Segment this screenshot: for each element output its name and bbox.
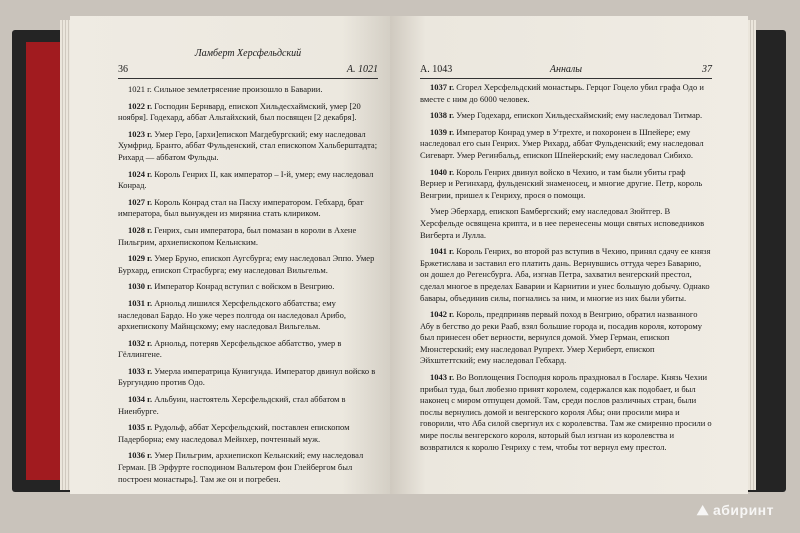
entry-year: 1029 г. xyxy=(128,253,153,264)
entry-year: 1028 г. xyxy=(128,224,153,235)
right-header-title: Анналы xyxy=(549,64,583,75)
annal-entry xyxy=(118,450,378,485)
right-header-year: A. 1043 xyxy=(420,64,453,75)
right-page-edges xyxy=(748,20,756,490)
entry-text: Умер Годехард, епископ Хильдесхаймский; ему наследовал Титмар. xyxy=(456,110,703,121)
annal-entry xyxy=(118,298,378,333)
entry-text: Альбуин, настоятель Херсфельдский, стал аббатом в Ниенбурге. xyxy=(118,394,346,416)
right-running-header xyxy=(420,64,712,78)
annal-entry xyxy=(118,338,378,361)
entry-text: Император Конрад умер в Утрехте, и похоронен в Шпейере; ему наследовал его сын Генрих. Умер Рихард, аббат Фульденский; ему наследовал Сигеварт. Умер Регинбальд, епископ Шпейерский; ему наследовал Сибихо. xyxy=(420,126,704,160)
entry-year: 1034 г. xyxy=(128,394,153,405)
annal-entry xyxy=(420,246,712,304)
entry-text: Король, предприняв первый поход в Венгрию, обратил названного Абу в бегство до реки Рааб, взял большие города и, посадив короля, которому был принесен обет верности, вернулся домой. Умер Герман, епископ Мюнстерский; ему наследовал Рупрехт. Умер Хериберт, епископ Эйхштеттский; ему наследовал Гебхард. xyxy=(420,309,702,366)
left-header-title: Ламберт Херсфельдский xyxy=(194,48,302,59)
entry-text: Арнольд лишился Херсфельдского аббатства; ему наследовал Бардо. Но уже через полгода он наследовал Арибо, архиепископу Майнцскому; ему наследовал Вильгельм. xyxy=(118,297,346,332)
entry-text: Император Конрад вступил с войском в Венгрию. xyxy=(154,281,335,292)
annal-entry xyxy=(118,394,378,417)
right-page xyxy=(390,16,748,494)
right-header-rule xyxy=(420,78,712,79)
annal-entry xyxy=(118,129,378,164)
watermark-text: абиринт xyxy=(712,502,774,518)
entry-text: 1021 г. Сильное землетрясение произошло в Баварии. xyxy=(128,84,323,94)
entry-year: 1042 г. xyxy=(430,309,455,320)
left-header-year: A. 1021 xyxy=(346,64,378,75)
annal-entry xyxy=(118,366,378,389)
entry-text: Король Генрих двинул войско в Чехию, и там были убиты граф Вернер и Регинхард, фульденский знаменосец, и многие другие. Петр, король Венгрии, пришел к Генриху, прося о помощи. xyxy=(420,166,703,200)
left-page-edges xyxy=(60,20,70,490)
annal-entry xyxy=(118,253,378,276)
entry-year: 1043 г. xyxy=(430,372,455,383)
annal-entry xyxy=(420,110,712,122)
annal-entry xyxy=(118,225,378,248)
entry-text: Арнольд, потеряв Херсфельдское аббатство, умер в Гёллингене. xyxy=(118,337,342,360)
annal-entry xyxy=(420,127,712,162)
entry-year: 1030 г. xyxy=(128,281,153,292)
entry-year: 1039 г. xyxy=(430,126,455,137)
annal-entry xyxy=(420,372,712,453)
entry-year: 1038 г. xyxy=(430,110,455,121)
entry-text: Рудольф, аббат Херсфельдский, поставлен епископом Падерборна; ему наследовал Мейнхер, почтенный муж. xyxy=(118,422,350,444)
entry-year: 1041 г. xyxy=(430,246,455,257)
entry-text: Умерла императрица Кунигунда. Император двинул войско в Бургундию против Одо. xyxy=(118,365,376,388)
entry-year: 1040 г. xyxy=(430,166,455,177)
entry-year: 1037 г. xyxy=(430,82,455,92)
entry-text: Король Генрих, во второй раз вступив в Чехию, принял сдачу ее князя Бржетислава и заставил его платить дань. Вернувшись оттуда через Баварию, он дошел до Регенсбурга. Аба, изгнав Петра, захватил венгерский престол, сделал многое в пределах Баварии и Карнитии и унес большую добычу. Однако бавары, объединив силы, погнались за ним, и многие из них были убиты. xyxy=(420,246,711,303)
entry-text: Умер Пильгрим, архиепископ Кельнский; ему наследовал Герман. [В Эрфурте господином Вальтером фон Глейбергом был построен монастырь]. Там же он и погребен. xyxy=(118,450,364,484)
annal-entry xyxy=(420,167,712,202)
entry-text: Во Воплощения Господня король праздновал в Госларе. Князь Чехии прибыл туда, был любезно принят королем, содержался как подобает, и был наконец с миром отпущен домой. Там, среди послов различных стран, были послы вернулись домой и венгерского короля Абы; они просили мира и говорили, что Аба силой свергнул их с королевства. Там же смиренно просили о мире послы венгерского короля, который был изгнан из королевства и возвратился к королю Генриху с тем, чтобы тот вернул ему престол. xyxy=(420,372,712,452)
entry-text: Сгорел Херсфельдский монастырь. Герцог Гоцело убил графа Одо и вместе с ним до 6000 человек. xyxy=(420,82,704,104)
right-page-text xyxy=(420,82,712,458)
entry-year: 1033 г. xyxy=(128,365,153,376)
entry-year: 1023 г. xyxy=(128,128,153,139)
entry-text: Умер Геро, [архи]епископ Магдебургский; ему наследовал Хумфрид. Бранто, аббат Фульденский, стал епископом Хальберштадта; Рихард — аббатом Фульды. xyxy=(118,128,378,162)
annal-entry xyxy=(420,309,712,367)
entry-year: 1024 г. xyxy=(128,168,153,179)
right-page-number: 37 xyxy=(702,64,712,75)
left-running-header xyxy=(118,48,378,78)
entry-text: Умер Бруно, епископ Аугсбурга; ему наследовал Эппо. Умер Бурхард, епископ Страсбурга; ему наследовал Вильгельм. xyxy=(118,253,375,275)
watermark xyxy=(697,502,774,519)
annal-entry xyxy=(118,197,378,220)
entry-year: 1027 г. xyxy=(128,196,153,207)
left-page-text xyxy=(118,84,378,490)
left-header-rule xyxy=(118,78,378,79)
entry-text: Умер Эберхард, епископ Бамбергский; ему наследовал Зюйтгер. В Херсфельде освящена крипта, и в нее перенесены мощи святых исповедников Вигберта и Лулла. xyxy=(420,206,705,240)
entry-text: Король Генрих II, как император – I-й, умер; ему наследовал Конрад. xyxy=(118,168,374,191)
entry-year: 1022 г. xyxy=(128,100,153,111)
entry-year: 1032 г. xyxy=(128,337,153,348)
annal-entry xyxy=(420,206,712,241)
left-page-number: 36 xyxy=(118,64,128,75)
entry-text: Король Конрад стал на Пасху императором. Гебхард, брат императора, был вынужден из миряниа стать клириком. xyxy=(118,196,364,219)
entry-text: Генрих, сын императора, был помазан в короли в Ахене Пильгрим, архиепископом Кельнским. xyxy=(118,224,357,247)
labirint-logo-icon: ⛰ xyxy=(696,502,709,518)
annal-entry xyxy=(118,281,378,293)
annal-entry xyxy=(118,422,378,445)
entry-year: 1036 г. xyxy=(128,450,153,461)
entry-year: 1035 г. xyxy=(128,422,153,433)
annal-entry xyxy=(118,101,378,124)
entry-year: 1031 г. xyxy=(128,297,153,308)
annal-entry xyxy=(118,169,378,192)
entry-text: Господин Бернвард, епископ Хильдесхаймский, умер [20 ноября]. Годехард, аббат Альтайхский, был посвящен [2 декабря]. xyxy=(118,100,361,123)
annal-entry xyxy=(420,82,712,105)
left-page xyxy=(70,16,390,494)
annal-entry xyxy=(118,84,378,96)
